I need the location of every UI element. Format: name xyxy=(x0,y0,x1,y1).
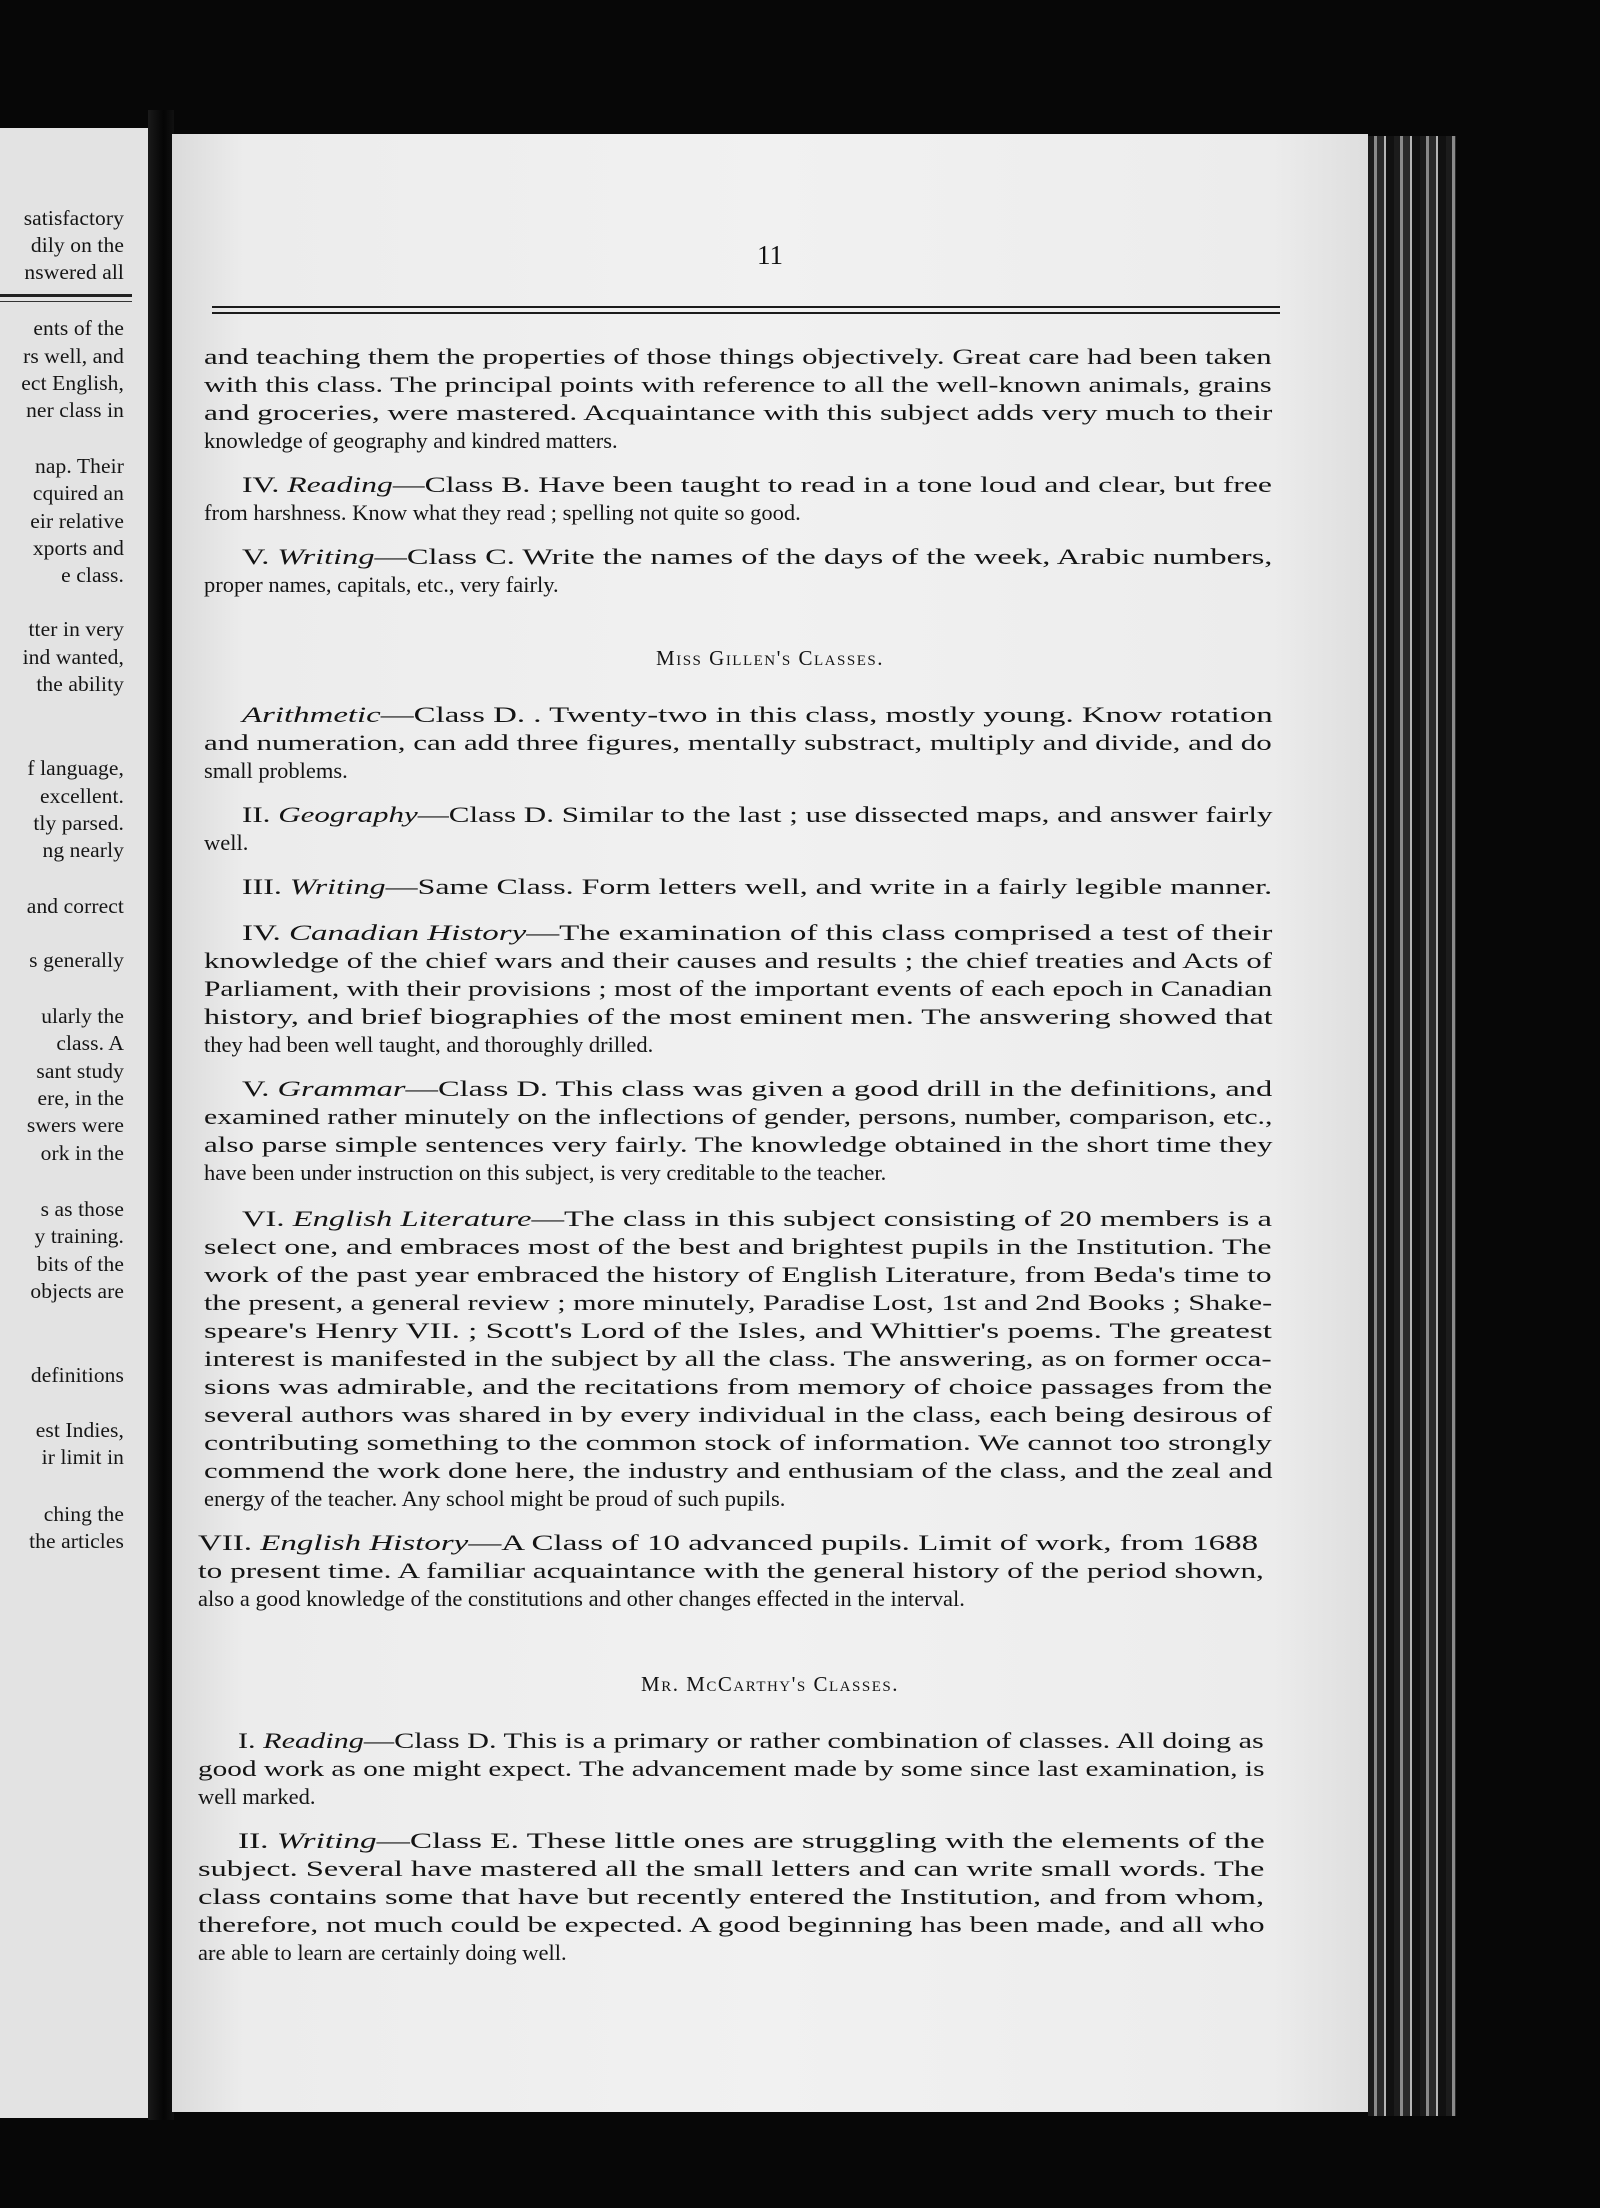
line-text: well. xyxy=(204,830,249,855)
text-line xyxy=(204,346,1272,369)
left-page-header-rule-thin xyxy=(0,301,132,302)
text-line xyxy=(204,574,559,597)
left-page-line: est Indies, xyxy=(35,1418,124,1442)
line-text: energy of the teacher. Any school might be proud of such pupils. xyxy=(204,1486,786,1511)
left-page-line: ork in the xyxy=(40,1141,124,1165)
page xyxy=(172,134,1368,2112)
text-line xyxy=(204,1006,1273,1029)
left-page-line: ng nearly xyxy=(42,838,124,862)
line-text: —A Class of 10 advanced pupils. Limit of work, from 1688 xyxy=(468,1530,1259,1555)
text-line xyxy=(242,804,1273,827)
line-text: sions was admirable, and the recitations from memory of choice passages from the xyxy=(204,1374,1273,1399)
left-page-line: and correct xyxy=(26,894,124,918)
left-page-line: ching the xyxy=(43,1502,124,1526)
text-line xyxy=(204,374,1272,397)
left-page-line: ularly the xyxy=(41,1004,124,1028)
section-numeral: VI. xyxy=(242,1206,293,1231)
subject-title: Writing xyxy=(277,544,375,569)
line-text: contributing something to the common stock of information. We cannot too strongly xyxy=(204,1430,1272,1455)
subject-title: Arithmetic xyxy=(242,702,381,727)
text-line xyxy=(204,832,248,855)
left-page-line: sant study xyxy=(36,1059,124,1083)
left-page-line: satisfactory xyxy=(23,206,124,230)
text-line xyxy=(198,1786,315,1809)
subject-title: Writing xyxy=(289,874,386,899)
line-text: are able to learn are certainly doing well. xyxy=(198,1940,567,1965)
line-text: to present time. A familiar acquaintance with the general history of the period shown, xyxy=(198,1558,1264,1583)
text-line xyxy=(242,546,1272,569)
line-text: examined rather minutely on the inflections of gender, persons, number, comparison, etc., xyxy=(204,1104,1273,1129)
line-text: therefore, not much could be expected. A good beginning has been made, and all who xyxy=(198,1912,1265,1937)
page-number: 11 xyxy=(757,240,783,270)
section-numeral: IV. xyxy=(242,920,290,945)
line-text: knowledge of geography and kindred matters. xyxy=(204,428,618,453)
subject-title: Writing xyxy=(276,1828,377,1853)
left-page-line: nap. Their xyxy=(35,454,124,478)
left-page-line: tter in very xyxy=(28,617,124,641)
body-text xyxy=(172,134,1368,2112)
text-line xyxy=(204,1106,1272,1129)
text-line xyxy=(198,1532,1258,1555)
line-text: —Same Class. Form letters well, and write in a fairly legible manner. xyxy=(385,874,1273,899)
text-line xyxy=(204,732,1272,755)
left-page-line: the ability xyxy=(36,672,124,696)
left-page-line: rs well, and xyxy=(23,344,124,368)
left-page-line: e class. xyxy=(61,563,124,587)
left-page-line: ind wanted, xyxy=(22,645,124,669)
left-page-line: y training. xyxy=(34,1224,124,1248)
page-edges xyxy=(1368,136,1456,2116)
left-page-line: ents of the xyxy=(33,316,124,340)
line-text: —Class C. Write the names of the days of the week, Arabic numbers, xyxy=(374,544,1273,569)
left-page-line: tly parsed. xyxy=(33,811,124,835)
left-page-line: cquired an xyxy=(32,481,124,505)
subject-title: Reading xyxy=(263,1728,364,1753)
line-text: —Class E. These little ones are struggling with the elements of the xyxy=(376,1828,1265,1853)
text-line xyxy=(242,474,1272,497)
text-line xyxy=(238,1830,1265,1853)
line-text: —Class B. Have been taught to read in a tone loud and clear, but free xyxy=(392,472,1272,497)
left-page-line: xports and xyxy=(32,536,124,560)
section-numeral: VII. xyxy=(198,1530,261,1555)
text-line xyxy=(198,1588,965,1611)
line-text: work of the past year embraced the history of English Literature, from Beda's time to xyxy=(204,1262,1272,1287)
text-line xyxy=(204,1376,1272,1399)
line-text: select one, and embraces most of the best and brightest pupils in the Institution. The xyxy=(204,1234,1272,1259)
line-text: knowledge of the chief wars and their causes and results ; the chief treaties and Acts of xyxy=(204,948,1272,973)
line-text: —Class D. This class was given a good drill in the definitions, and xyxy=(405,1076,1273,1101)
line-text: —The examination of this class comprised a test of their xyxy=(526,920,1273,945)
left-page-line: class. A xyxy=(56,1031,124,1055)
line-text: also parse simple sentences very fairly. The knowledge obtained in the short time they xyxy=(204,1132,1273,1157)
text-line xyxy=(198,1858,1264,1881)
subject-title: Canadian History xyxy=(289,920,527,945)
line-text: good work as one might expect. The advancement made by some since last examination, is xyxy=(198,1756,1265,1781)
line-text: and numeration, can add three figures, mentally substract, multiply and divide, and do xyxy=(204,730,1272,755)
left-page-line: eir relative xyxy=(30,509,124,533)
line-text: small problems. xyxy=(204,758,348,783)
left-page-line: f language, xyxy=(27,756,124,780)
text-line xyxy=(242,876,1272,899)
subject-title: English History xyxy=(260,1530,469,1555)
left-page-line: objects are xyxy=(30,1279,124,1303)
text-line xyxy=(204,760,348,783)
section-numeral: V. xyxy=(242,544,278,569)
left-page-line: s as those xyxy=(40,1197,124,1221)
left-page-line: ect English, xyxy=(21,371,124,395)
section-numeral: II. xyxy=(238,1828,277,1853)
left-page-line: ir limit in xyxy=(41,1445,124,1469)
subject-title: Reading xyxy=(287,472,393,497)
text-line xyxy=(204,502,801,525)
text-line xyxy=(204,1292,1272,1315)
text-line xyxy=(204,402,1272,425)
line-text: —Class D. Similar to the last ; use dissected maps, and answer fairly xyxy=(417,802,1273,827)
line-text: and groceries, were mastered. Acquaintance with this subject adds very much to their xyxy=(204,400,1273,425)
text-line xyxy=(198,1942,567,1965)
text-line xyxy=(204,1264,1272,1287)
line-text: have been under instruction on this subject, is very creditable to the teacher. xyxy=(204,1160,887,1185)
line-text: the present, a general review ; more minutely, Paradise Lost, 1st and 2nd Books ; Shake- xyxy=(204,1290,1273,1315)
left-page-line: s generally xyxy=(29,948,124,972)
line-text: and teaching them the properties of those things objectively. Great care had been taken xyxy=(204,344,1272,369)
line-text: Parliament, with their provisions ; most of the important events of each epoch in Canadian xyxy=(204,976,1273,1001)
line-text: well marked. xyxy=(198,1784,316,1809)
text-line xyxy=(204,1404,1272,1427)
left-page-line: dily on the xyxy=(30,233,124,257)
text-line xyxy=(204,1320,1272,1343)
line-text: they had been well taught, and thoroughly drilled. xyxy=(204,1032,654,1057)
text-line xyxy=(198,1560,1264,1583)
text-line xyxy=(204,1162,886,1185)
line-text: history, and brief biographies of the most eminent men. The answering showed that xyxy=(204,1004,1273,1029)
left-page-line: nswered all xyxy=(24,260,124,284)
left-page-line: the articles xyxy=(29,1529,124,1553)
section-numeral: I. xyxy=(238,1728,264,1753)
text-line xyxy=(238,1730,1264,1753)
section-heading: Mr. McCarthy's Classes. xyxy=(641,1672,899,1696)
section-heading: Miss Gillen's Classes. xyxy=(656,646,884,670)
line-text: subject. Several have mastered all the small letters and can write small words. The xyxy=(198,1856,1265,1881)
left-page-line: ner class in xyxy=(26,398,124,422)
section-numeral: III. xyxy=(242,874,290,899)
text-line xyxy=(198,1758,1264,1781)
line-text: proper names, capitals, etc., very fairly. xyxy=(204,572,559,597)
line-text: interest is manifested in the subject by all the class. The answering, as on former occa- xyxy=(204,1346,1272,1371)
left-page-line: swers were xyxy=(26,1113,124,1137)
left-facing-page xyxy=(0,128,148,2118)
line-text: —The class in this subject consisting of 20 members is a xyxy=(531,1206,1272,1231)
text-line xyxy=(204,950,1272,973)
section-numeral: V. xyxy=(242,1076,278,1101)
line-text: from harshness. Know what they read ; spelling not quite so good. xyxy=(204,500,801,525)
text-line xyxy=(204,978,1272,1001)
text-line xyxy=(204,1034,653,1057)
text-line xyxy=(242,704,1273,727)
line-text: —Class D. . Twenty-two in this class, mostly young. Know rotation xyxy=(380,702,1273,727)
text-line xyxy=(242,922,1272,945)
subject-title: Geography xyxy=(278,802,418,827)
left-page-line: ere, in the xyxy=(37,1086,124,1110)
section-numeral: II. xyxy=(242,802,279,827)
left-page-line: excellent. xyxy=(40,784,124,808)
line-text: class contains some that have but recently entered the Institution, and from whom, xyxy=(198,1884,1265,1909)
text-line xyxy=(204,1236,1272,1259)
text-line xyxy=(204,1348,1272,1371)
line-text: with this class. The principal points with reference to all the well-known animals, grains xyxy=(204,372,1272,397)
left-page-line: bits of the xyxy=(36,1252,124,1276)
left-page-line: definitions xyxy=(30,1363,124,1387)
section-numeral: IV. xyxy=(242,472,288,497)
text-line xyxy=(198,1914,1265,1937)
line-text: also a good knowledge of the constitutions and other changes effected in the interval. xyxy=(198,1586,965,1611)
text-line xyxy=(198,1886,1264,1909)
text-line xyxy=(242,1208,1272,1231)
line-text: —Class D. This is a primary or rather combination of classes. All doing as xyxy=(363,1728,1264,1753)
text-line xyxy=(204,1432,1272,1455)
line-text: several authors was shared in by every individual in the class, each being desirous of xyxy=(204,1402,1272,1427)
subject-title: Grammar xyxy=(277,1076,406,1101)
text-line xyxy=(204,1134,1273,1157)
book-gutter xyxy=(148,110,174,2120)
subject-title: English Literature xyxy=(292,1206,532,1231)
text-line xyxy=(204,1460,1273,1483)
text-line xyxy=(204,1488,785,1511)
text-line xyxy=(204,430,618,453)
line-text: speare's Henry VII. ; Scott's Lord of the Isles, and Whittier's poems. The greatest xyxy=(204,1318,1272,1343)
text-line xyxy=(242,1078,1272,1101)
line-text: commend the work done here, the industry and enthusiam of the class, and the zeal and xyxy=(204,1458,1273,1483)
left-page-header-rule xyxy=(0,294,132,297)
